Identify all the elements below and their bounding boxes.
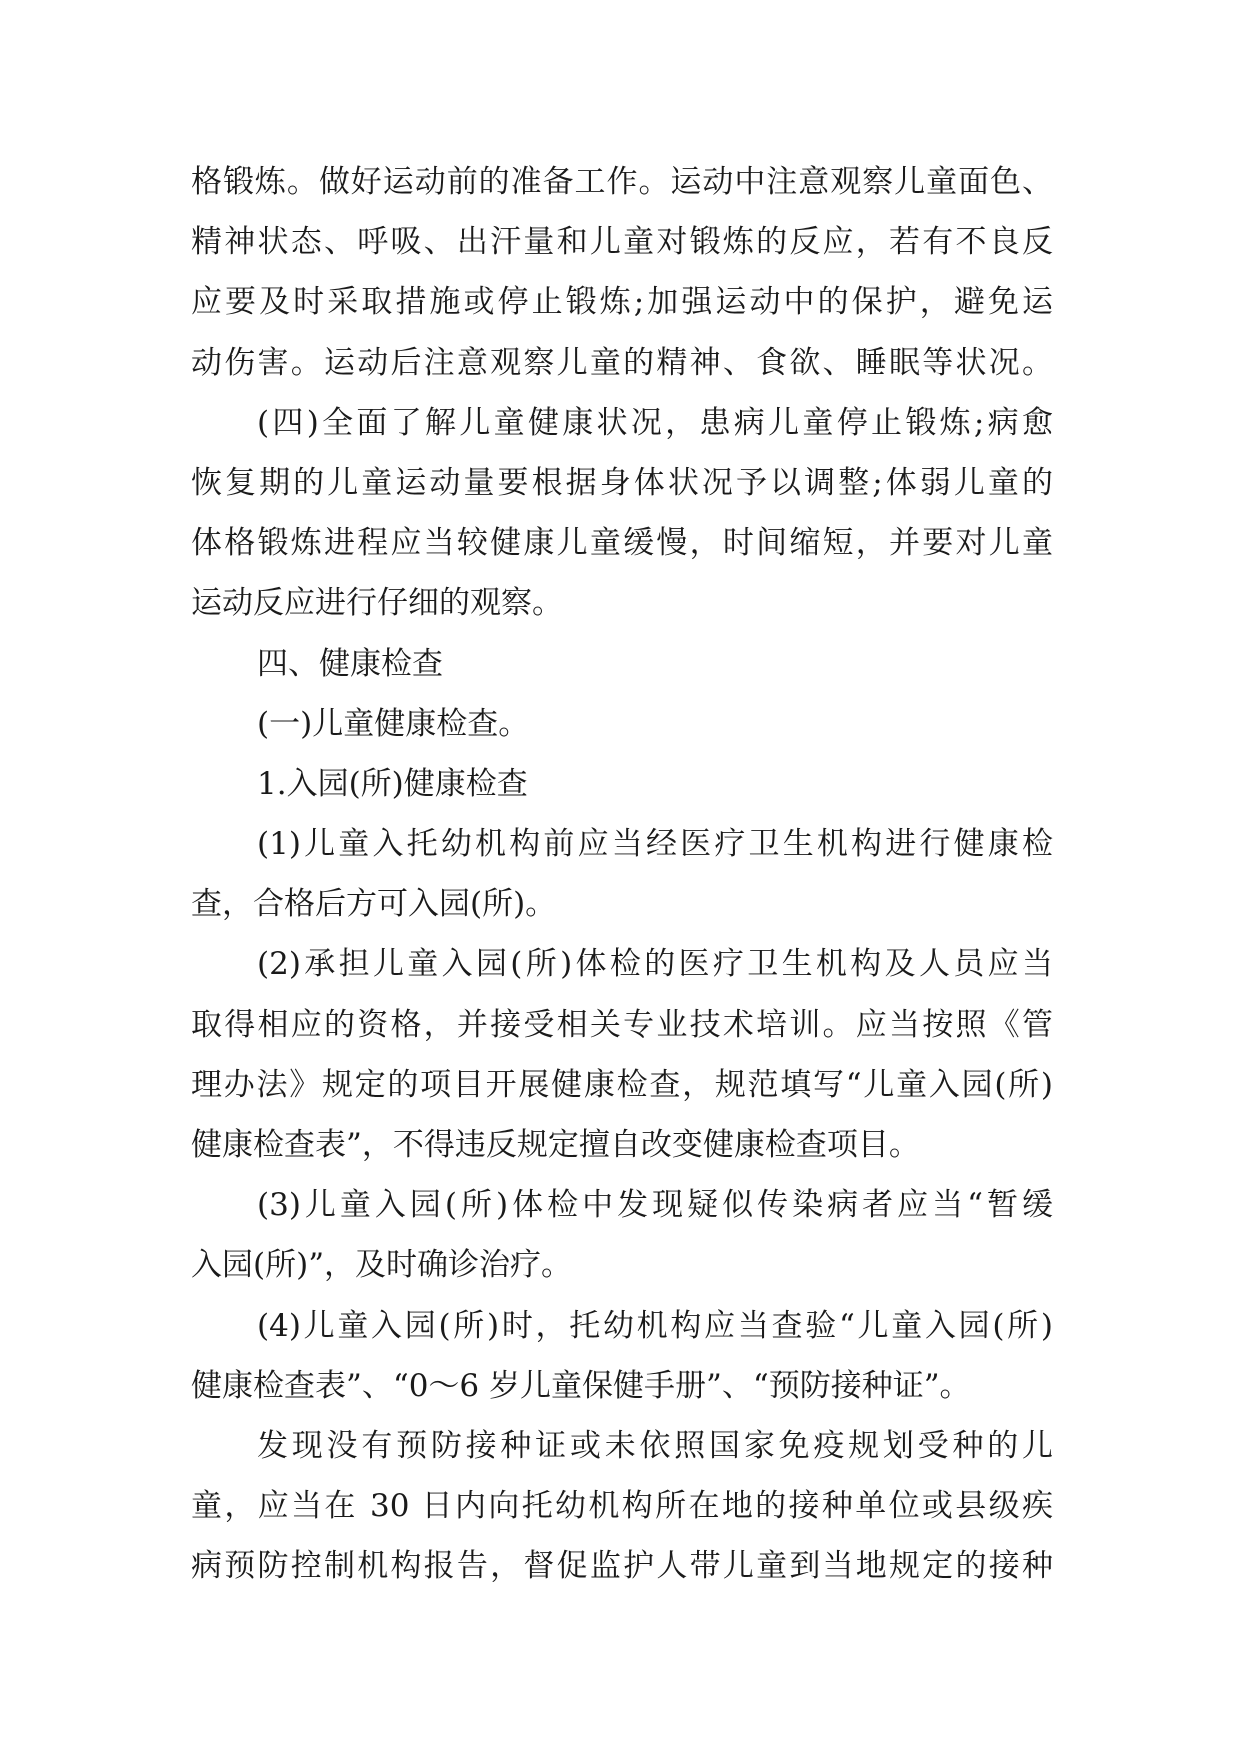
text-line: (1)儿童入托幼机构前应当经医疗卫生机构进行健康检 (257, 826, 1053, 863)
text-line: 体格锻炼进程应当较健康儿童缓慢，时间缩短，并要对儿童 (191, 525, 1053, 562)
text-line: 入园(所)”，及时确诊治疗。 (191, 1247, 573, 1284)
text-line: 取得相应的资格，并接受相关专业技术培训。应当按照《管 (191, 1006, 1053, 1043)
text-line: 病预防控制机构报告，督促监护人带儿童到当地规定的接种 (191, 1548, 1053, 1585)
section-heading: 四、健康检查 (257, 645, 443, 682)
text-line: 应要及时采取措施或停止锻炼;加强运动中的保护，避免运 (191, 284, 1053, 321)
subsection-heading: (一)儿童健康检查。 (257, 705, 530, 742)
document-body (191, 152, 1053, 1597)
text-line: (2)承担儿童入园(所)体检的医疗卫生机构及人员应当 (257, 946, 1053, 983)
text-line: 童，应当在 30 日内向托幼机构所在地的接种单位或县级疾 (191, 1488, 1053, 1525)
item-heading: 1.入园(所)健康检查 (257, 765, 528, 802)
text-line: (4)儿童入园(所)时，托幼机构应当查验“儿童入园(所) (257, 1307, 1053, 1344)
text-line: 健康检查表”，不得违反规定擅自改变健康检查项目。 (191, 1127, 920, 1163)
text-line: 健康检查表”、“0～6 岁儿童保健手册”、“预防接种证”。 (191, 1367, 971, 1404)
text-line: 理办法》规定的项目开展健康检查，规范填写“儿童入园(所) (191, 1066, 1053, 1103)
text-line: 查，合格后方可入园(所)。 (191, 886, 557, 923)
text-line: 恢复期的儿童运动量要根据身体状况予以调整;体弱儿童的 (191, 464, 1053, 501)
text-line: 运动反应进行仔细的观察。 (191, 585, 563, 622)
text-line: 发现没有预防接种证或未依照国家免疫规划受种的儿 (257, 1427, 1053, 1464)
text-line: 格锻炼。做好运动前的准备工作。运动中注意观察儿童面色、 (191, 164, 1053, 200)
text-line: (3)儿童入园(所)体检中发现疑似传染病者应当“暂缓 (257, 1187, 1053, 1224)
text-line: 动伤害。运动后注意观察儿童的精神、食欲、睡眠等状况。 (191, 344, 1053, 381)
text-line: 精神状态、呼吸、出汗量和儿童对锻炼的反应，若有不良反 (191, 224, 1053, 261)
text-line: (四)全面了解儿童健康状况，患病儿童停止锻炼;病愈 (257, 404, 1053, 441)
